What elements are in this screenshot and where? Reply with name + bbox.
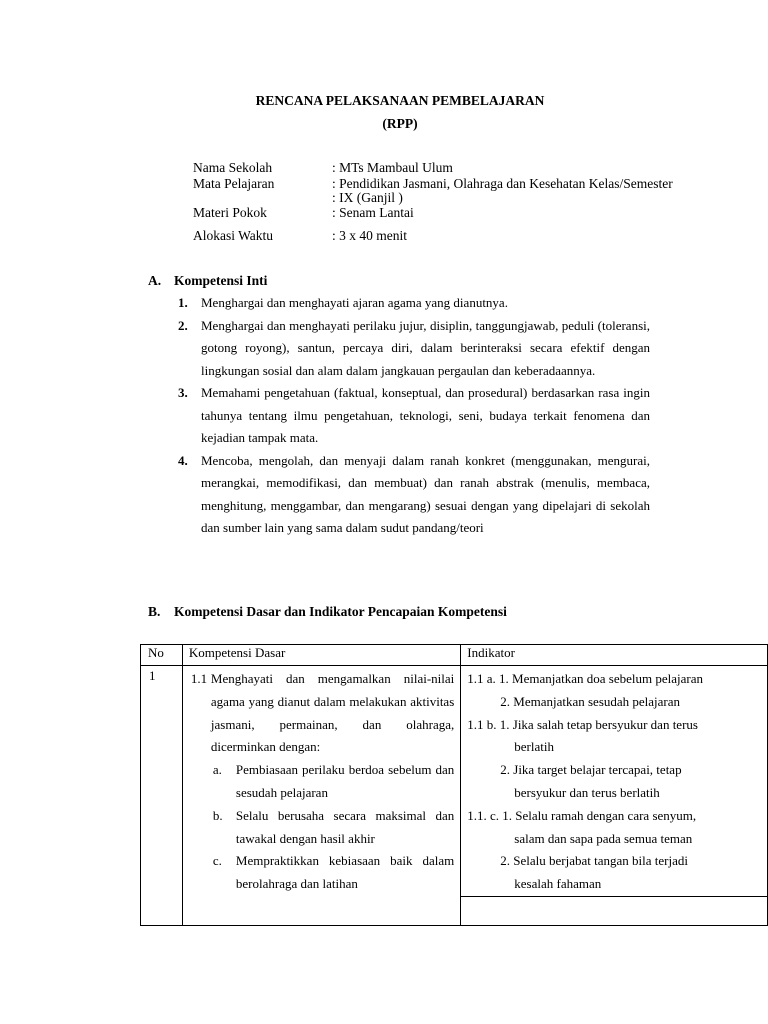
kd-prefix: 1.1	[190, 671, 208, 686]
kd-sub-letter: c.	[212, 853, 222, 869]
kd-text	[191, 668, 454, 759]
info-label: Materi Pokok	[193, 205, 267, 220]
kompetensi-inti-list	[178, 292, 650, 540]
info-value: : 3 x 40 menit	[332, 228, 407, 243]
list-number: 3.	[178, 385, 188, 400]
indikator-line: berlatih	[514, 739, 554, 755]
indikator-line: 2. Jika target belajar tercapai, tetap	[500, 762, 682, 778]
indikator-line: 1.1 a. 1. Memanjatkan doa sebelum pelajaran	[467, 671, 703, 686]
competency-table	[140, 644, 768, 926]
list-text: Menghargai dan menghayati ajaran agama yang dianutnya.	[201, 295, 508, 310]
row-number	[141, 666, 183, 926]
info-label: Nama Sekolah	[193, 160, 273, 175]
list-text: Menghargai dan menghayati perilaku jujur, disiplin, tanggungjawab, peduli (toleransi, gotong royong), santun, percaya diri, dalam berinteraksi secara efektif dengan lingkungan sosial dan alam dalam jangkauan pergaulan dan keberadaannya.	[201, 317, 650, 378]
document-title: RENCANA PELAKSANAAN PEMBELAJARAN	[255, 93, 545, 108]
empty-indikator-cell	[461, 896, 768, 925]
table-header-row	[141, 645, 768, 666]
kd-sub-item	[191, 759, 454, 805]
indikator-line: bersyukur dan terus berlatih	[514, 784, 660, 800]
header-no: No	[141, 645, 183, 666]
info-row-time	[193, 228, 407, 244]
indikator-line: kesalah fahaman	[514, 876, 602, 892]
list-item	[178, 292, 650, 315]
section-title: Kompetensi Inti	[174, 273, 268, 288]
info-value: : IX (Ganjil )	[332, 190, 403, 205]
section-title: Kompetensi Dasar dan Indikator Pencapaian Kompetensi	[174, 604, 507, 619]
document-subtitle: (RPP)	[382, 116, 418, 131]
kd-sub-text: Selalu berusaha secara maksimal dan tawakal dengan hasil akhir	[235, 807, 455, 846]
indikator-line: 1.1 b. 1. Jika salah tetap bersyukur dan terus	[467, 716, 698, 732]
info-row-school	[193, 160, 453, 176]
header-indikator: Indikator	[461, 645, 768, 666]
indikator-line: salam dan sapa pada semua teman	[514, 830, 693, 846]
section-letter: A.	[148, 273, 162, 288]
kd-sub-text: Pembiasaan perilaku berdoa sebelum dan sesudah pelajaran	[235, 762, 455, 800]
info-row-class	[193, 190, 403, 206]
info-value: : Senam Lantai	[332, 205, 414, 220]
info-label: Mata Pelajaran	[193, 176, 275, 191]
kompetensi-dasar-cell	[182, 666, 460, 926]
section-b-heading	[148, 604, 507, 620]
table-row	[141, 666, 768, 897]
info-row-topic	[193, 205, 414, 221]
section-letter: B.	[148, 604, 161, 619]
indikator-line: 2. Selalu berjabat tangan bila terjadi	[500, 853, 688, 869]
list-item	[178, 382, 650, 450]
list-number: 2.	[178, 317, 188, 333]
info-value: : MTs Mambaul Ulum	[332, 160, 453, 175]
info-value: : Pendidikan Jasmani, Olahraga dan Kesehatan Kelas/Semester	[332, 176, 673, 191]
kd-sub-text: Mempraktikkan kebiasaan baik dalam berolahraga dan latihan	[235, 853, 455, 892]
header-kompetensi-dasar: Kompetensi Dasar	[182, 645, 460, 666]
info-label: Alokasi Waktu	[193, 228, 274, 243]
kd-sub-letter: b.	[212, 807, 223, 823]
kd-sub-item	[191, 805, 454, 851]
indikator-line: 1.1. c. 1. Selalu ramah dengan cara senyum,	[467, 807, 697, 823]
indikator-cell	[461, 666, 768, 897]
list-item	[178, 315, 650, 383]
kd-main	[191, 668, 454, 759]
list-number: 4.	[178, 452, 188, 468]
indikator-line: 2. Memanjatkan sesudah pelajaran	[500, 693, 681, 709]
kd-sub-item	[191, 850, 454, 896]
list-item	[178, 450, 650, 540]
row-number-text: 1	[149, 668, 156, 683]
list-text: Mencoba, mengolah, dan menyaji dalam ranah konkret (menggunakan, mengurai, merangkai, memodifikasi, dan membuat) dan ranah abstrak (menulis, membaca, menghitung, menggambar, dan mengarang) sesuai dengan yang dipelajari di sekolah dan sumber lain yang sama dalam sudut pandang/teori	[201, 452, 650, 535]
list-text: Memahami pengetahuan (faktual, konseptual, dan prosedural) berdasarkan rasa ingin tahunya tentang ilmu pengetahuan, teknologi, seni, budaya terkait fenomena dan kejadian tampak mata.	[201, 385, 650, 445]
kd-text-content: Menghayati dan mengamalkan nilai-nilai agama yang dianut dalam melakukan aktivitas jasmani, permainan, dan olahraga, dicerminkan dengan:	[210, 671, 455, 755]
kd-sub-letter: a.	[212, 762, 222, 778]
list-number: 1.	[178, 295, 188, 310]
section-a-heading	[148, 273, 267, 289]
